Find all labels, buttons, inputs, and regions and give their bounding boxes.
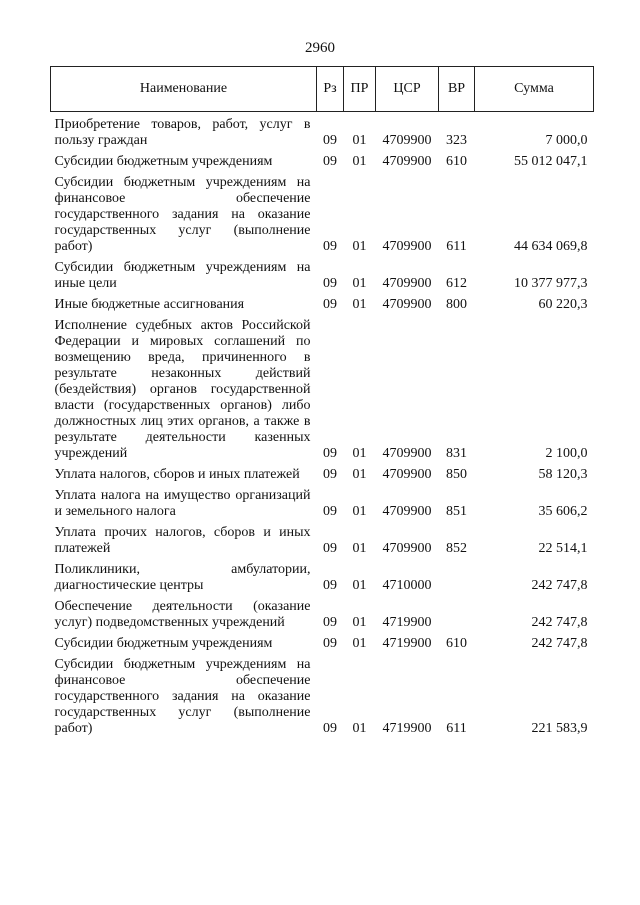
cell-rz: 09 [323,154,337,169]
cell-csr: 4719900 [382,721,432,736]
cell-csr: 4709900 [382,276,432,291]
cell-rz: 09 [323,578,337,593]
cell-name: Приобретение товаров, работ, услуг в пользу граждан [54,117,311,148]
cell-sum: 22 514,1 [538,541,588,556]
cell-sum: 44 634 069,8 [514,239,588,254]
cell-vr: 850 [446,467,467,482]
cell-sum: 242 747,8 [531,578,588,593]
cell-rz: 09 [323,467,337,482]
cell-sum: 221 583,9 [531,721,588,736]
cell-vr: 611 [446,239,467,254]
cell-name: Субсидии бюджетным учреждениям на финансовое обеспечение государственного задания на оказание государственных услуг (выполнение работ) [54,657,311,736]
cell-vr: 610 [446,154,467,169]
cell-vr: 323 [446,133,467,148]
cell-pr: 01 [352,504,367,519]
cell-name: Иные бюджетные ассигнования [54,297,245,312]
cell-rz: 09 [323,636,337,651]
cell-csr: 4709900 [382,297,432,312]
cell-sum: 7 000,0 [545,133,588,148]
table-row [51,112,594,155]
cell-vr: 610 [446,636,467,651]
cell-rz: 09 [323,615,337,630]
cell-csr: 4709900 [382,541,432,556]
cell-sum: 2 100,0 [545,446,588,461]
cell-sum: 35 606,2 [538,504,588,519]
cell-name: Субсидии бюджетным учреждениям [54,154,273,169]
cell-csr: 4709900 [382,239,432,254]
cell-csr: 4709900 [382,504,432,519]
cell-name: Субсидии бюджетным учреждениям на иные цели [54,260,311,291]
header-rz: Рз [317,67,344,112]
cell-name: Уплата налогов, сборов и иных платежей [54,467,300,482]
cell-pr: 01 [352,297,367,312]
cell-rz: 09 [323,446,337,461]
cell-name: Субсидии бюджетным учреждениям [54,636,273,651]
cell-csr: 4709900 [382,133,432,148]
cell-pr: 01 [352,578,367,593]
table-row [51,636,594,657]
table-body [51,112,594,743]
cell-sum: 242 747,8 [531,615,588,630]
table-row [51,154,594,175]
table-header [51,67,594,112]
cell-pr: 01 [352,154,367,169]
cell-rz: 09 [323,133,337,148]
header-pr: ПР [344,67,376,112]
cell-pr: 01 [352,467,367,482]
header-sum: Сумма [475,67,594,112]
cell-sum: 10 377 977,3 [514,276,588,291]
cell-csr: 4709900 [382,154,432,169]
cell-vr: 851 [446,504,467,519]
table-row [51,318,594,467]
budget-table [50,66,594,742]
table-row [51,525,594,562]
cell-vr: 611 [446,721,467,736]
cell-rz: 09 [323,541,337,556]
cell-vr: 612 [446,276,467,291]
table-row [51,488,594,525]
table-row [51,562,594,599]
cell-name: Обеспечение деятельности (оказание услуг) подведомственных учреждений [54,599,311,630]
cell-name: Уплата прочих налогов, сборов и иных платежей [54,525,311,556]
header-name: Наименование [51,67,317,112]
cell-sum: 58 120,3 [538,467,588,482]
cell-pr: 01 [352,615,367,630]
cell-sum: 55 012 047,1 [514,154,588,169]
cell-rz: 09 [323,239,337,254]
cell-csr: 4709900 [382,446,432,461]
cell-pr: 01 [352,239,367,254]
cell-csr: 4719900 [382,615,432,630]
cell-pr: 01 [352,721,367,736]
header-vr: ВР [439,67,475,112]
table-row [51,175,594,260]
cell-rz: 09 [323,297,337,312]
cell-sum: 60 220,3 [538,297,588,312]
cell-rz: 09 [323,276,337,291]
cell-csr: 4709900 [382,467,432,482]
cell-pr: 01 [352,541,367,556]
cell-pr: 01 [352,133,367,148]
table-row [51,599,594,636]
table-row [51,657,594,742]
cell-name: Поликлиники, амбулатории, диагностические центры [54,562,311,593]
header-csr: ЦСР [376,67,439,112]
cell-sum: 242 747,8 [531,636,588,651]
table-row [51,297,594,318]
cell-vr: 800 [446,297,467,312]
cell-vr: 852 [446,541,467,556]
cell-vr [439,599,475,636]
cell-pr: 01 [352,446,367,461]
table-row [51,260,594,297]
cell-pr: 01 [352,636,367,651]
cell-pr: 01 [352,276,367,291]
cell-vr [439,562,475,599]
cell-csr: 4719900 [382,636,432,651]
cell-name: Исполнение судебных актов Российской Федерации и мировых соглашений по возмещению вреда, причиненного в результате незаконных действий (бездействия) органов государственной власти (государственных органов) либо должностных лиц этих органов, а также в результате деятельности казенных учреждений [54,318,311,461]
cell-csr: 4710000 [382,578,432,593]
cell-name: Субсидии бюджетным учреждениям на финансовое обеспечение государственного задания на оказание государственных услуг (выполнение работ) [54,175,311,254]
cell-name: Уплата налога на имущество организаций и земельного налога [54,488,311,519]
cell-rz: 09 [323,721,337,736]
table-row [51,467,594,488]
page-number: 2960 [305,40,335,56]
cell-rz: 09 [323,504,337,519]
cell-vr: 831 [446,446,467,461]
